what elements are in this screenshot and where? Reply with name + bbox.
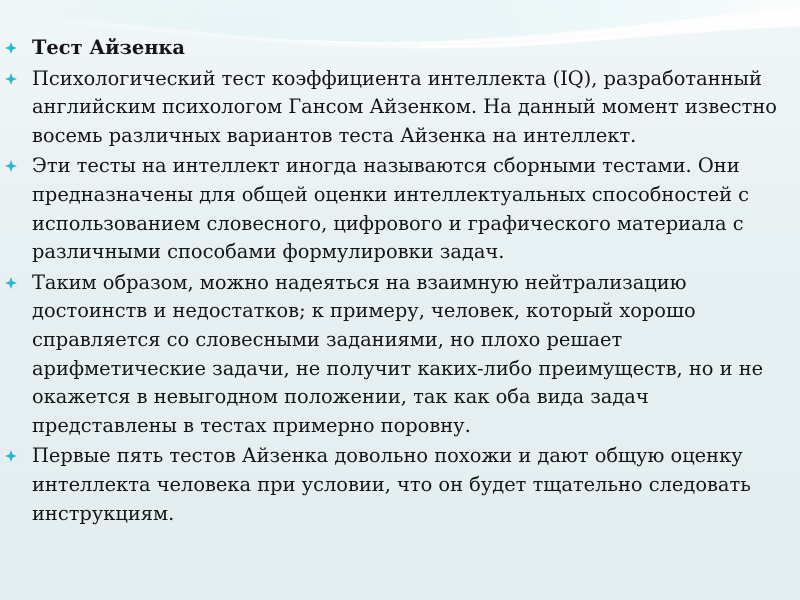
bullet-diamond-icon <box>5 277 17 289</box>
bullet-diamond-icon <box>5 160 17 172</box>
bullet-diamond-icon <box>5 450 17 462</box>
bullet-item-title <box>0 34 800 63</box>
bullet-item <box>0 65 800 151</box>
bullet-list <box>0 34 800 528</box>
bullet-text: Тест Айзенка <box>32 36 185 59</box>
bullet-text: Первые пять тестов Айзенка довольно похожи и дают общую оценку интеллекта человека при условии, что он будет тщательно следовать инструкциям. <box>32 444 751 525</box>
bullet-item <box>0 269 800 441</box>
bullet-text: Эти тесты на интеллект иногда называются сборными тестами. Они предназначены для общей оценки интеллектуальных способностей с использованием словесного, цифрового и графического материала с различными способами формулировки задач. <box>32 154 750 264</box>
bullet-text: Психологический тест коэффициента интеллекта (IQ), разработанный английским психологом Гансом Айзенком. На данный момент известно восемь различных вариантов теста Айзенка на интеллект. <box>32 66 777 147</box>
bullet-diamond-icon <box>5 73 17 85</box>
bullet-item <box>0 152 800 266</box>
bullet-item <box>0 442 800 528</box>
bullet-diamond-icon <box>5 42 17 54</box>
slide-content <box>0 34 800 530</box>
bullet-text: Таким образом, можно надеяться на взаимную нейтрализацию достоинств и недостатков; к примеру, человек, который хорошо справляется со словесными заданиями, но плохо решает арифметические задачи, не получит каких-либо преимуществ, но и не окажется в невыгодном положении, так как оба вида задач представлены в тестах примерно поровну. <box>32 270 764 437</box>
